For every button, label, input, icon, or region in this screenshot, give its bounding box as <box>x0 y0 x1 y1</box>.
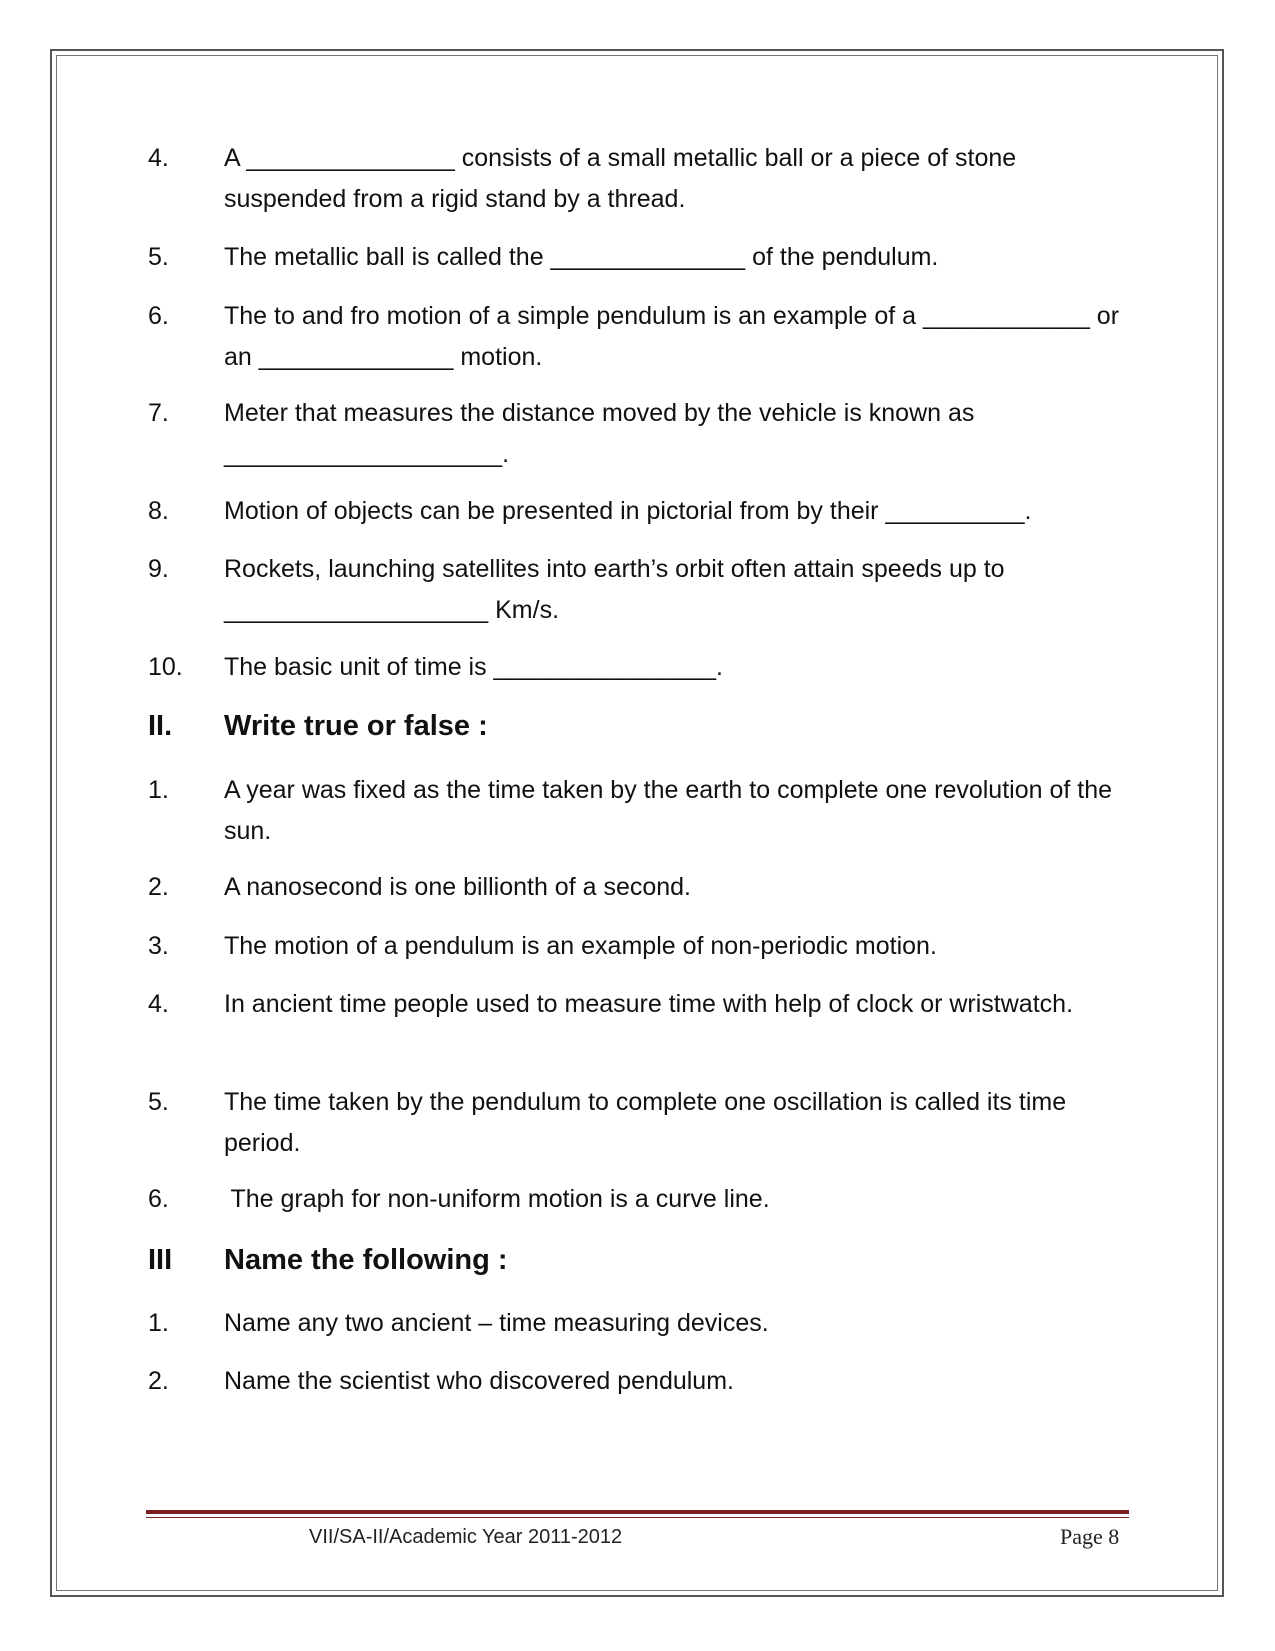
item-text: The basic unit of time is ________________. <box>224 653 723 681</box>
item-number: 6. <box>148 302 169 330</box>
item-number: 4. <box>148 144 169 172</box>
item-number: 7. <box>148 399 169 427</box>
item-number: 2. <box>148 1367 169 1395</box>
item-text: Meter that measures the distance moved by the vehicle is known as ____________________. <box>224 399 975 468</box>
item-text: Rockets, launching satellites into earth’s orbit often attain speeds up to ___________________ Km/s. <box>224 555 1005 624</box>
item-text: A nanosecond is one billionth of a second. <box>224 873 692 901</box>
item-number: 8. <box>148 497 169 525</box>
item-number: 4. <box>148 990 169 1018</box>
item-number: 9. <box>148 555 169 583</box>
item-number: 5. <box>148 1088 169 1116</box>
item-text: A _______________ consists of a small metallic ball or a piece of stone suspended from a rigid stand by a thread. <box>224 144 1017 213</box>
item-text: The graph for non-uniform motion is a curve line. <box>224 1185 770 1213</box>
item-number: 2. <box>148 873 169 901</box>
item-text: The to and fro motion of a simple pendulum is an example of a ____________ or an ______________ motion. <box>224 302 1120 371</box>
item-number: 1. <box>148 1309 169 1337</box>
item-text: The time taken by the pendulum to complete one oscillation is called its time period. <box>224 1088 1067 1157</box>
section-title: Write true or false : <box>224 710 488 742</box>
item-text: The motion of a pendulum is an example of non-periodic motion. <box>224 932 937 960</box>
item-number: 1. <box>148 776 169 804</box>
item-text: Name the scientist who discovered pendulum. <box>224 1367 734 1395</box>
item-text: In ancient time people used to measure time with help of clock or wristwatch. <box>224 990 1074 1018</box>
item-text: Name any two ancient – time measuring devices. <box>224 1309 769 1337</box>
item-number: 10. <box>148 653 183 681</box>
footer-academic-year: VII/SA-II/Academic Year 2011-2012 <box>309 1526 623 1548</box>
section-number: III <box>148 1244 173 1276</box>
section-number: II. <box>148 710 173 742</box>
section-title: Name the following : <box>224 1244 508 1276</box>
item-text: Motion of objects can be presented in pictorial from by their __________. <box>224 497 1032 525</box>
item-number: 5. <box>148 243 169 271</box>
item-number: 3. <box>148 932 169 960</box>
footer-divider <box>146 1510 1129 1514</box>
item-text: A year was fixed as the time taken by the earth to complete one revolution of the sun. <box>224 776 1113 845</box>
page-number: Page 8 <box>1060 1524 1120 1549</box>
item-text: The metallic ball is called the ______________ of the pendulum. <box>224 243 939 271</box>
footer-divider-thin <box>146 1517 1129 1518</box>
item-number: 6. <box>148 1185 169 1213</box>
